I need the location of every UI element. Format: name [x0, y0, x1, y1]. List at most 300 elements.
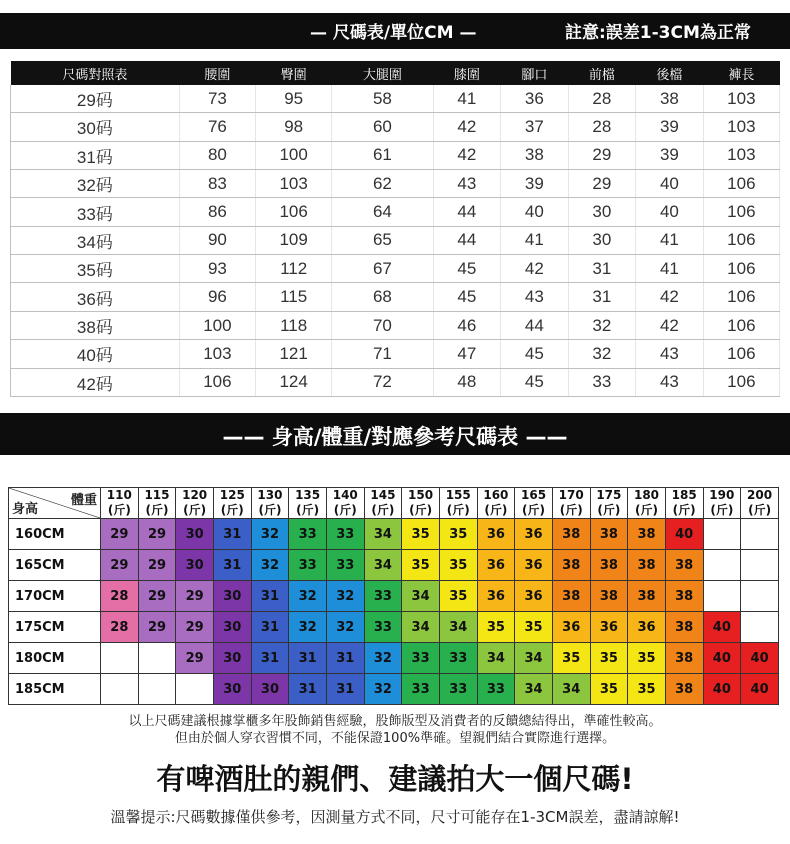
- weight-value: 165: [521, 488, 547, 502]
- size-cell: 40: [703, 674, 741, 705]
- weight-col-header: [515, 488, 553, 519]
- size-label-cell: 29码: [11, 85, 180, 113]
- size-value-cell: 47: [433, 340, 501, 368]
- size-value-cell: 100: [256, 141, 332, 169]
- weight-value: 160: [483, 488, 509, 502]
- size-value-cell: 43: [501, 283, 569, 311]
- weight-value: 145: [370, 488, 396, 502]
- size-table-row: [11, 311, 780, 339]
- size-cell: 40: [665, 519, 703, 550]
- size-cell: 36: [477, 581, 515, 612]
- size-value-cell: 65: [332, 226, 433, 254]
- size-value-cell: 67: [332, 255, 433, 283]
- size-value-cell: 45: [501, 340, 569, 368]
- size-value-cell: 106: [703, 170, 779, 198]
- size-cell: 33: [364, 581, 402, 612]
- size-cell: 32: [326, 581, 364, 612]
- size-cell: 33: [326, 550, 364, 581]
- grid-row: [9, 612, 779, 643]
- size-value-cell: 41: [636, 255, 704, 283]
- size-cell: [138, 643, 176, 674]
- footer-line-1: 以上尺碼建議根據掌櫃多年股飾銷售經驗，股飾版型及消費者的反饋總結得出，準確性較高。: [128, 714, 662, 729]
- weight-value: 110: [106, 488, 132, 502]
- grid-row: [9, 674, 779, 705]
- weight-value: 125: [219, 488, 245, 502]
- size-value-cell: 29: [568, 141, 636, 169]
- weight-unit: (斤): [635, 503, 658, 517]
- size-cell: 38: [665, 643, 703, 674]
- size-value-cell: 58: [332, 85, 433, 113]
- size-cell: 38: [590, 550, 628, 581]
- size-cell: 31: [326, 643, 364, 674]
- size-cell: 29: [138, 612, 176, 643]
- size-value-cell: 83: [179, 170, 255, 198]
- size-value-cell: 103: [703, 113, 779, 141]
- size-cell: 32: [289, 612, 327, 643]
- height-label: 170CM: [9, 581, 101, 612]
- size-cell: 36: [515, 550, 553, 581]
- size-cell: 33: [289, 519, 327, 550]
- weight-unit: (斤): [446, 503, 470, 517]
- size-value-cell: 106: [703, 368, 779, 396]
- size-cell: 36: [515, 519, 553, 550]
- size-table-row: [11, 141, 780, 169]
- size-value-cell: 86: [179, 198, 255, 226]
- weight-value: 175: [596, 488, 622, 502]
- size-cell: [703, 519, 741, 550]
- size-value-cell: 38: [501, 141, 569, 169]
- weight-col-header: [628, 488, 666, 519]
- size-value-cell: 70: [332, 311, 433, 339]
- size-value-cell: 41: [433, 85, 501, 113]
- size-label-cell: 33码: [11, 198, 180, 226]
- size-cell: 29: [138, 581, 176, 612]
- grid-corner: [9, 488, 101, 519]
- size-cell: 36: [515, 581, 553, 612]
- size-value-cell: 41: [501, 226, 569, 254]
- size-cell: 32: [326, 612, 364, 643]
- grid-row: [9, 643, 779, 674]
- size-cell: [101, 643, 139, 674]
- size-cell: 34: [552, 674, 590, 705]
- weight-unit: (斤): [183, 503, 207, 517]
- size-cell: 32: [364, 674, 402, 705]
- size-cell: 33: [402, 643, 440, 674]
- weight-col-header: [552, 488, 590, 519]
- size-cell: 36: [590, 612, 628, 643]
- size-value-cell: 118: [256, 311, 332, 339]
- size-cell: 38: [665, 550, 703, 581]
- size-cell: 32: [251, 550, 289, 581]
- weight-value: 185: [671, 488, 697, 502]
- size-value-cell: 28: [568, 113, 636, 141]
- height-label: 160CM: [9, 519, 101, 550]
- height-label: 175CM: [9, 612, 101, 643]
- size-cell: 33: [477, 674, 515, 705]
- size-value-cell: 106: [703, 255, 779, 283]
- weight-unit: (斤): [145, 503, 169, 517]
- footer-line-2: 但由於個人穿衣習慣不同，不能保證100%準確。望親們結合實際進行選擇。: [174, 731, 616, 746]
- size-value-cell: 42: [433, 113, 501, 141]
- size-value-cell: 45: [433, 283, 501, 311]
- size-cell: 34: [402, 581, 440, 612]
- size-cell: 34: [364, 519, 402, 550]
- size-cell: 32: [364, 643, 402, 674]
- weight-col-header: [176, 488, 214, 519]
- size-cell: 38: [590, 519, 628, 550]
- weight-col-header: [101, 488, 139, 519]
- size-value-cell: 100: [179, 311, 255, 339]
- size-table: [10, 61, 780, 397]
- weight-col-header: [326, 488, 364, 519]
- size-value-cell: 103: [179, 340, 255, 368]
- size-value-cell: 96: [179, 283, 255, 311]
- size-cell: 29: [138, 519, 176, 550]
- height-label: 180CM: [9, 643, 101, 674]
- size-value-cell: 38: [636, 85, 704, 113]
- size-value-cell: 106: [256, 198, 332, 226]
- size-value-cell: 42: [636, 311, 704, 339]
- weight-col-header: [364, 488, 402, 519]
- size-value-cell: 43: [433, 170, 501, 198]
- size-cell: [176, 674, 214, 705]
- weight-unit: (斤): [559, 503, 583, 517]
- size-cell: 31: [213, 519, 251, 550]
- weight-value: 130: [257, 488, 283, 502]
- size-value-cell: 106: [703, 198, 779, 226]
- size-value-cell: 31: [568, 283, 636, 311]
- size-value-cell: 76: [179, 113, 255, 141]
- size-table-row: [11, 170, 780, 198]
- size-value-cell: 28: [568, 85, 636, 113]
- size-cell: 35: [590, 674, 628, 705]
- size-label-cell: 40码: [11, 340, 180, 368]
- size-cell: [741, 612, 779, 643]
- size-value-cell: 42: [433, 141, 501, 169]
- size-cell: 34: [515, 643, 553, 674]
- size-table-row: [11, 255, 780, 283]
- size-cell: 31: [289, 674, 327, 705]
- size-label-cell: 32码: [11, 170, 180, 198]
- size-table-row: [11, 85, 780, 113]
- size-value-cell: 46: [433, 311, 501, 339]
- size-cell: 32: [251, 519, 289, 550]
- size-cell: [703, 550, 741, 581]
- size-value-cell: 39: [501, 170, 569, 198]
- size-cell: 30: [213, 674, 251, 705]
- size-label-cell: 35码: [11, 255, 180, 283]
- size-cell: 31: [251, 612, 289, 643]
- size-cell: 35: [439, 550, 477, 581]
- weight-value: 150: [408, 488, 434, 502]
- size-cell: 35: [628, 643, 666, 674]
- size-label-cell: 42码: [11, 368, 180, 396]
- corner-weight-label: 體重: [70, 493, 97, 508]
- size-cell: 38: [628, 581, 666, 612]
- size-cell: 30: [213, 643, 251, 674]
- size-value-cell: 121: [256, 340, 332, 368]
- size-cell: 40: [703, 643, 741, 674]
- size-col-header: 膝圍: [433, 61, 501, 85]
- size-col-header: 臀圍: [256, 61, 332, 85]
- size-cell: 34: [402, 612, 440, 643]
- weight-unit: (斤): [522, 503, 546, 517]
- height-label: 165CM: [9, 550, 101, 581]
- size-value-cell: 33: [568, 368, 636, 396]
- size-value-cell: 103: [256, 170, 332, 198]
- size-col-header: 前檔: [568, 61, 636, 85]
- size-value-cell: 103: [703, 85, 779, 113]
- weight-col-header: [138, 488, 176, 519]
- weight-col-header: [402, 488, 440, 519]
- size-value-cell: 106: [703, 340, 779, 368]
- size-cell: 31: [251, 581, 289, 612]
- size-cell: 29: [101, 550, 139, 581]
- size-value-cell: 60: [332, 113, 433, 141]
- size-value-cell: 43: [636, 340, 704, 368]
- corner-height-label: 身高: [12, 502, 39, 517]
- size-value-cell: 64: [332, 198, 433, 226]
- size-col-header: 後檔: [636, 61, 704, 85]
- size-cell: 31: [289, 643, 327, 674]
- weight-unit: (斤): [409, 503, 433, 517]
- weight-col-header: [703, 488, 741, 519]
- weight-value: 120: [182, 488, 208, 502]
- header-note: 註意:誤差1-3CM為正常: [565, 23, 751, 43]
- size-cell: 35: [590, 643, 628, 674]
- weight-unit: (斤): [107, 503, 131, 517]
- weight-value: 155: [445, 488, 471, 502]
- size-value-cell: 32: [568, 340, 636, 368]
- size-value-cell: 106: [703, 283, 779, 311]
- size-value-cell: 80: [179, 141, 255, 169]
- section-title: —— 身高/體重/對應參考尺碼表 ——: [222, 425, 568, 449]
- size-cell: 36: [477, 519, 515, 550]
- weight-unit: (斤): [220, 503, 244, 517]
- size-cell: 38: [665, 612, 703, 643]
- size-label-cell: 38码: [11, 311, 180, 339]
- size-cell: 38: [552, 519, 590, 550]
- weight-unit: (斤): [710, 503, 734, 517]
- header-bar: [0, 13, 790, 49]
- size-cell: 35: [628, 674, 666, 705]
- weight-unit: (斤): [672, 503, 696, 517]
- size-value-cell: 30: [568, 198, 636, 226]
- grid-row: [9, 550, 779, 581]
- size-value-cell: 106: [703, 226, 779, 254]
- size-label-cell: 30码: [11, 113, 180, 141]
- size-value-cell: 31: [568, 255, 636, 283]
- footer-tip: 溫馨提示:尺碼數據僅供參考，因測量方式不同，尺寸可能存在1-3CM誤差，盡請諒解!: [110, 808, 680, 826]
- weight-value: 135: [295, 488, 321, 502]
- size-cell: 29: [176, 581, 214, 612]
- weight-value: 200: [747, 488, 773, 502]
- weight-col-header: [289, 488, 327, 519]
- size-value-cell: 30: [568, 226, 636, 254]
- size-cell: 29: [138, 550, 176, 581]
- size-col-header: 尺碼對照表: [11, 61, 180, 85]
- size-table-row: [11, 198, 780, 226]
- size-value-cell: 42: [636, 283, 704, 311]
- grid-row: [9, 581, 779, 612]
- size-col-header: 褲長: [703, 61, 779, 85]
- size-cell: 33: [439, 674, 477, 705]
- size-cell: [101, 674, 139, 705]
- size-cell: 35: [515, 612, 553, 643]
- size-cell: 38: [590, 581, 628, 612]
- weight-unit: (斤): [484, 503, 508, 517]
- weight-value: 140: [332, 488, 358, 502]
- size-value-cell: 106: [703, 311, 779, 339]
- weight-col-header: [665, 488, 703, 519]
- size-value-cell: 109: [256, 226, 332, 254]
- size-cell: 34: [439, 612, 477, 643]
- size-col-header: 大腿圍: [332, 61, 433, 85]
- size-value-cell: 41: [636, 226, 704, 254]
- size-cell: 35: [552, 643, 590, 674]
- size-cell: 30: [213, 581, 251, 612]
- size-value-cell: 90: [179, 226, 255, 254]
- size-cell: 30: [251, 674, 289, 705]
- size-cell: 35: [477, 612, 515, 643]
- size-cell: 38: [628, 550, 666, 581]
- size-table-row: [11, 283, 780, 311]
- size-label-cell: 34码: [11, 226, 180, 254]
- size-value-cell: 71: [332, 340, 433, 368]
- size-cell: [741, 519, 779, 550]
- size-value-cell: 112: [256, 255, 332, 283]
- weight-value: 170: [558, 488, 584, 502]
- size-value-cell: 39: [636, 141, 704, 169]
- size-value-cell: 72: [332, 368, 433, 396]
- size-label-cell: 36码: [11, 283, 180, 311]
- size-cell: 38: [552, 581, 590, 612]
- size-value-cell: 45: [501, 368, 569, 396]
- size-table-row: [11, 113, 780, 141]
- size-cell: 32: [289, 581, 327, 612]
- size-cell: 36: [552, 612, 590, 643]
- size-table-row: [11, 340, 780, 368]
- size-cell: 33: [326, 519, 364, 550]
- size-cell: 31: [326, 674, 364, 705]
- size-value-cell: 95: [256, 85, 332, 113]
- slogan: 有啤酒肚的親們、建議拍大一個尺碼!: [156, 762, 634, 796]
- size-table-header: [11, 61, 780, 85]
- size-value-cell: 98: [256, 113, 332, 141]
- weight-unit: (斤): [258, 503, 282, 517]
- size-cell: 36: [628, 612, 666, 643]
- size-cell: 35: [402, 519, 440, 550]
- weight-unit: (斤): [597, 503, 621, 517]
- size-value-cell: 62: [332, 170, 433, 198]
- weight-unit: (斤): [333, 503, 357, 517]
- grid-header: [9, 488, 779, 519]
- weight-col-header: [439, 488, 477, 519]
- size-cell: 35: [402, 550, 440, 581]
- size-cell: 30: [213, 612, 251, 643]
- size-cell: [703, 581, 741, 612]
- size-value-cell: 68: [332, 283, 433, 311]
- weight-col-header: [213, 488, 251, 519]
- weight-col-header: [251, 488, 289, 519]
- weight-unit: (斤): [748, 503, 772, 517]
- size-cell: [741, 581, 779, 612]
- header-title: — 尺碼表/單位CM —: [310, 23, 477, 43]
- size-cell: [741, 550, 779, 581]
- size-value-cell: 44: [433, 226, 501, 254]
- size-cell: 35: [439, 519, 477, 550]
- size-value-cell: 40: [636, 170, 704, 198]
- size-value-cell: 43: [636, 368, 704, 396]
- size-cell: 33: [364, 612, 402, 643]
- size-cell: 33: [439, 643, 477, 674]
- size-value-cell: 44: [433, 198, 501, 226]
- size-value-cell: 42: [501, 255, 569, 283]
- size-value-cell: 37: [501, 113, 569, 141]
- size-cell: 34: [364, 550, 402, 581]
- size-cell: 28: [101, 581, 139, 612]
- size-cell: 36: [477, 550, 515, 581]
- size-cell: 38: [552, 550, 590, 581]
- size-label-cell: 31码: [11, 141, 180, 169]
- size-cell: 38: [665, 581, 703, 612]
- grid-row: [9, 519, 779, 550]
- size-cell: 40: [741, 674, 779, 705]
- size-value-cell: 44: [501, 311, 569, 339]
- weight-size-grid: [8, 487, 779, 705]
- weight-value: 190: [709, 488, 735, 502]
- size-col-header: 腰圍: [179, 61, 255, 85]
- weight-unit: (斤): [371, 503, 395, 517]
- size-value-cell: 93: [179, 255, 255, 283]
- size-table-row: [11, 226, 780, 254]
- weight-col-header: [590, 488, 628, 519]
- size-cell: 40: [703, 612, 741, 643]
- weight-col-header: [477, 488, 515, 519]
- size-cell: 31: [213, 550, 251, 581]
- size-cell: 34: [477, 643, 515, 674]
- weight-unit: (斤): [296, 503, 320, 517]
- size-cell: 29: [176, 643, 214, 674]
- size-value-cell: 36: [501, 85, 569, 113]
- size-cell: [138, 674, 176, 705]
- size-cell: 29: [101, 519, 139, 550]
- size-cell: 38: [628, 519, 666, 550]
- size-cell: 35: [439, 581, 477, 612]
- size-value-cell: 103: [703, 141, 779, 169]
- weight-value: 115: [144, 488, 170, 502]
- weight-value: 180: [633, 488, 660, 502]
- size-value-cell: 32: [568, 311, 636, 339]
- size-value-cell: 39: [636, 113, 704, 141]
- size-cell: 33: [289, 550, 327, 581]
- size-cell: 40: [741, 643, 779, 674]
- size-col-header: 腳口: [501, 61, 569, 85]
- size-cell: 34: [515, 674, 553, 705]
- size-value-cell: 45: [433, 255, 501, 283]
- size-value-cell: 124: [256, 368, 332, 396]
- size-cell: 29: [176, 612, 214, 643]
- size-value-cell: 106: [179, 368, 255, 396]
- size-value-cell: 29: [568, 170, 636, 198]
- size-cell: 30: [176, 550, 214, 581]
- size-value-cell: 48: [433, 368, 501, 396]
- size-table-row: [11, 368, 780, 396]
- size-cell: 30: [176, 519, 214, 550]
- size-cell: 33: [402, 674, 440, 705]
- size-value-cell: 73: [179, 85, 255, 113]
- size-value-cell: 115: [256, 283, 332, 311]
